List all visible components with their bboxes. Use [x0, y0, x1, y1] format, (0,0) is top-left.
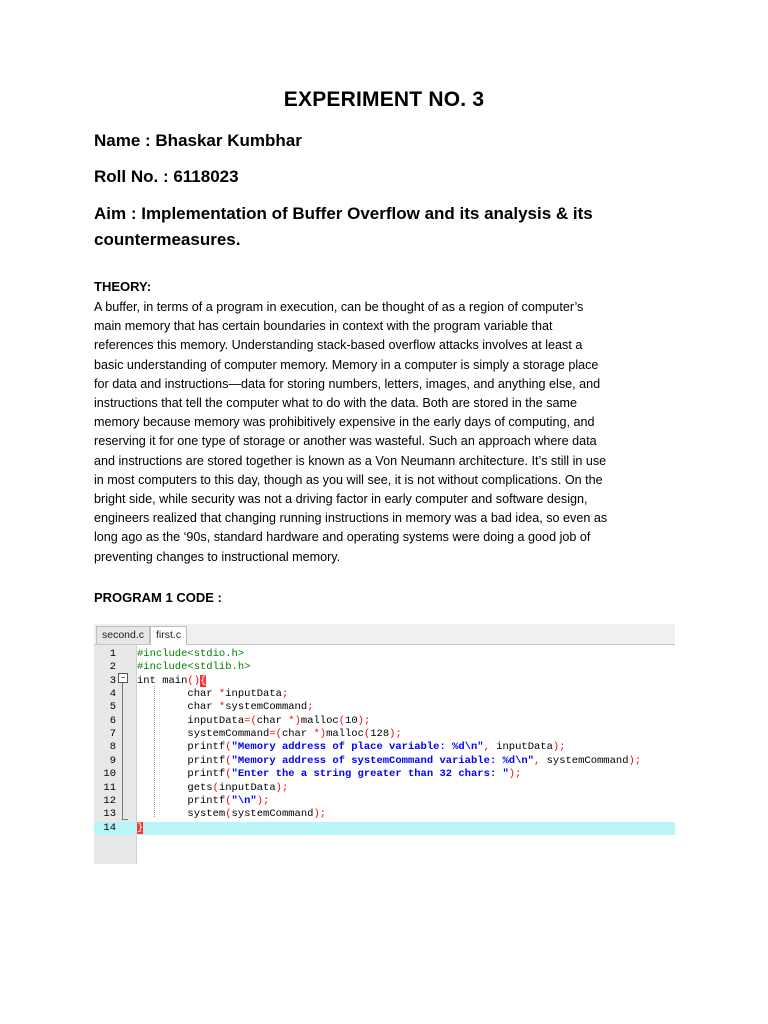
line-number: 4	[109, 688, 116, 701]
theory-line: in most computers to this day, though as you will see, it is not without complications. On the	[94, 472, 603, 487]
tab-first-c[interactable]: first.c	[150, 626, 187, 645]
code-editor-screenshot	[94, 624, 675, 865]
code-line[interactable]	[94, 782, 675, 795]
code-text: char *systemCommand;	[137, 701, 314, 714]
theory-paragraph	[94, 298, 682, 567]
aim-line-1: Aim : Implementation of Buffer Overflow and its analysis & its	[94, 204, 593, 223]
theory-line: references this memory. Understanding stack-based overflow attacks involves at least a	[94, 338, 583, 353]
line-number: 2	[109, 661, 116, 674]
code-text: #include<stdlib.h>	[137, 661, 251, 674]
code-text: gets(inputData);	[137, 781, 289, 794]
aim-statement	[94, 201, 654, 253]
theory-line: preventing changes to instructional memory.	[94, 549, 341, 564]
code-text: printf("\n");	[137, 794, 270, 807]
tab-second-c[interactable]: second.c	[96, 626, 150, 644]
code-text: printf("Enter the a string greater than 32 chars: ");	[137, 768, 522, 781]
code-line[interactable]	[94, 808, 675, 821]
theory-line: memory because memory was prohibitively expensive in the early days of computing, and	[94, 415, 595, 430]
line-number: 8	[109, 741, 116, 754]
line-number: 9	[109, 754, 116, 767]
program-heading: PROGRAM 1 CODE :	[94, 590, 222, 605]
theory-line: bright side, while security was not a driving factor in early computer and software design,	[94, 492, 588, 507]
fold-guide-line	[122, 679, 123, 819]
code-text: printf("Memory address of place variable: %d\n", inputData);	[137, 741, 566, 754]
theory-heading: THEORY:	[94, 279, 152, 294]
code-text: int main(){	[137, 674, 207, 687]
experiment-title: EXPERIMENT NO. 3	[283, 88, 485, 111]
theory-line: and instructions are stored together is known as a Von Neumann architecture. It’s still in use	[94, 453, 607, 468]
code-line[interactable]	[94, 822, 675, 835]
editor-tab-bar	[94, 624, 675, 645]
line-number: 6	[109, 714, 116, 727]
code-line[interactable]	[94, 648, 675, 661]
theory-line: engineers realized that changing running instructions in memory was a bad idea, so even as	[94, 511, 608, 526]
code-line[interactable]	[94, 755, 675, 768]
line-number: 14	[103, 821, 116, 834]
code-text: char *inputData;	[137, 688, 289, 701]
code-text: systemCommand=(char *)malloc(128);	[137, 728, 402, 741]
code-line[interactable]	[94, 688, 675, 701]
roll-number: Roll No. : 6118023	[94, 167, 239, 186]
theory-line: main memory that has certain boundaries in context with the program variable that	[94, 319, 553, 334]
code-line[interactable]	[94, 728, 675, 741]
indent-guide	[154, 686, 155, 817]
line-number: 12	[103, 794, 116, 807]
code-line[interactable]	[94, 715, 675, 728]
line-number: 5	[109, 701, 116, 714]
fold-collapse-icon[interactable]: −	[118, 673, 128, 683]
code-line[interactable]	[94, 701, 675, 714]
theory-line: long ago as the ‘90s, standard hardware and operating systems were doing a good job of	[94, 530, 591, 545]
line-number: 13	[103, 808, 116, 821]
code-text: printf("Memory address of systemCommand variable: %d\n", systemCommand);	[137, 754, 642, 767]
line-number: 1	[109, 648, 116, 660]
code-line[interactable]	[94, 661, 675, 674]
student-name: Name : Bhaskar Kumbhar	[94, 131, 302, 150]
theory-line: instructions that tell the computer what to do with the data. Both are stored in the same	[94, 396, 578, 411]
theory-line: for data and instructions—data for storing numbers, letters, images, and anything else, and	[94, 376, 601, 391]
line-number: 10	[103, 768, 116, 781]
code-text: system(systemCommand);	[137, 808, 327, 821]
code-line[interactable]	[94, 795, 675, 808]
fold-end-marker	[122, 819, 128, 820]
line-number: 7	[109, 728, 116, 741]
code-text: inputData=(char *)malloc(10);	[137, 714, 371, 727]
aim-line-2: countermeasures.	[94, 230, 241, 249]
line-number: 11	[103, 781, 116, 794]
code-line[interactable]	[94, 741, 675, 754]
theory-line: basic understanding of computer memory. Memory in a computer is simply a storage place	[94, 357, 599, 372]
code-line[interactable]	[94, 675, 675, 688]
line-number: 3	[109, 674, 116, 687]
theory-line: reserving it for one type of storage or another was wasteful. Such an approach where data	[94, 434, 597, 449]
code-text: }	[137, 821, 144, 834]
theory-line: A buffer, in terms of a program in execution, can be thought of as a region of computer’s	[94, 300, 584, 314]
code-line[interactable]	[94, 768, 675, 781]
code-text: #include<stdio.h>	[137, 648, 245, 660]
